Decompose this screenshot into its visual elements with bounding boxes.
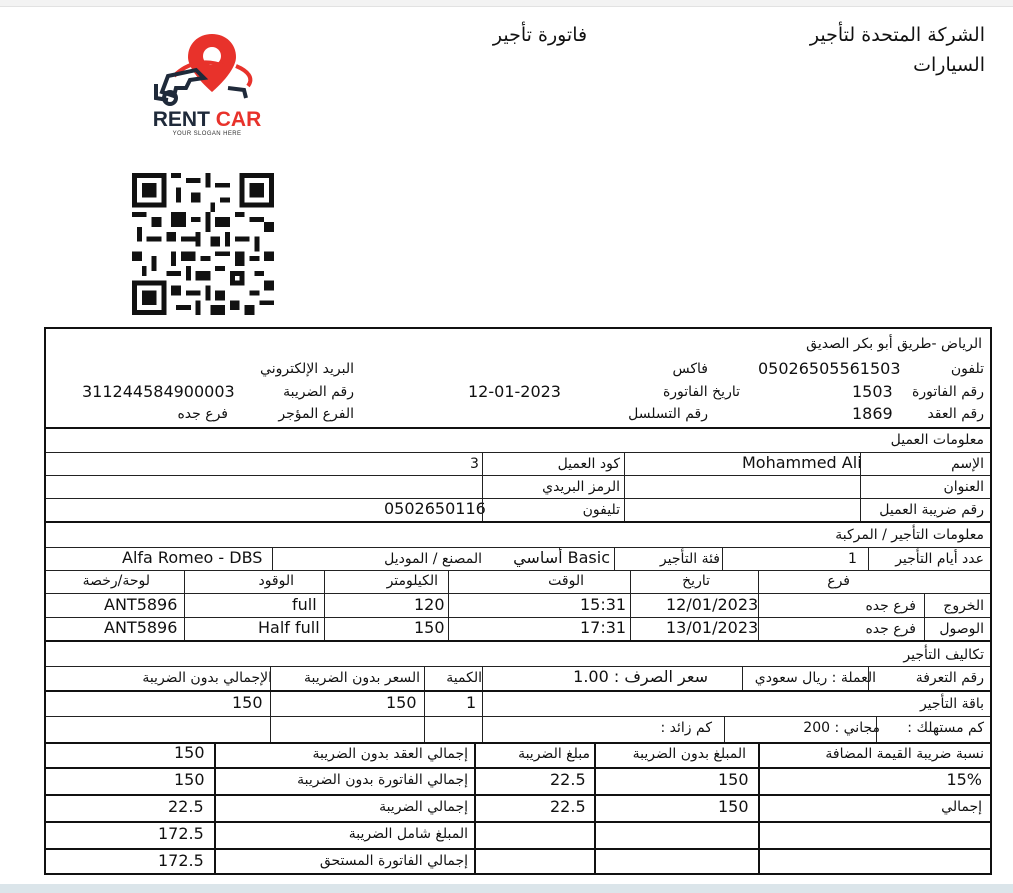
price-label: السعر بدون الضريبة (304, 670, 420, 686)
amount-ex-label: المبلغ بدون الضريبة (632, 746, 746, 762)
rental-section-title: معلومات التأجير / المركبة (835, 527, 984, 543)
customer-phone-value: 0502650116 (384, 499, 486, 518)
divider (46, 848, 990, 850)
divider (46, 498, 990, 499)
costs-section-title: تكاليف التأجير (903, 647, 984, 663)
divider (214, 742, 216, 875)
company-name-line1: الشركة المتحدة لتأجير (809, 24, 985, 46)
invoice-sheet (44, 327, 992, 875)
phone-value: 05026505561503 (758, 359, 901, 378)
grand-tax: 22.5 (550, 797, 586, 816)
extra-km: كم زائد : (660, 720, 712, 736)
rental-category-value: Basic أساسي (513, 548, 610, 567)
customer-phone-label: تليفون (582, 502, 620, 518)
make-model-label: المصنع / الموديل (384, 551, 482, 567)
divider (482, 666, 483, 742)
top-border (0, 0, 1013, 7)
divider (630, 570, 631, 641)
package-label: باقة التأجير (919, 696, 984, 712)
in-date: 13/01/2023 (666, 618, 759, 637)
grand-amount-ex: 150 (718, 797, 749, 816)
in-km: 150 (414, 618, 445, 637)
summary-value-4: 172.5 (158, 824, 204, 843)
postal-code-label: الرمز البريدي (542, 479, 620, 495)
divider (46, 767, 990, 769)
divider (424, 666, 425, 742)
divider (46, 617, 990, 618)
invoice-date-label: تاريخ الفاتورة (662, 384, 740, 400)
out-label: الخروج (943, 598, 984, 614)
free-km: مجاني : 200 (803, 720, 880, 736)
tax-no-label: رقم الضريبة (283, 384, 354, 400)
divider (270, 666, 271, 742)
contract-no-label: رقم العقد (927, 406, 984, 422)
package-qty: 1 (466, 693, 477, 712)
divider (448, 570, 449, 641)
km-used-label: كم مستهلك : (907, 720, 984, 736)
invoice-no-label: رقم الفاتورة (912, 384, 984, 400)
tax-amount-value: 22.5 (550, 770, 586, 789)
fax-label: فاكس (672, 361, 708, 377)
customer-name-value: Mohammed Ali (742, 453, 862, 472)
in-label: الوصول (939, 621, 984, 637)
vat-rate-value: 15% (946, 770, 982, 789)
divider (594, 742, 596, 875)
invoice-no-value: 1503 (852, 382, 893, 401)
summary-label-5: إجمالي الفاتورة المستحق (319, 853, 468, 869)
divider (624, 452, 625, 521)
summary-label-2: إجمالي الفاتورة بدون الضريبة (297, 772, 468, 788)
divider (876, 716, 877, 742)
logo-slogan: YOUR SLOGAN HERE (172, 131, 242, 137)
divider (46, 716, 990, 717)
rental-days-label: عدد أيام التأجير (895, 551, 984, 567)
divider (860, 452, 861, 521)
qty-label: الكمية (446, 670, 482, 686)
in-time: 17:31 (580, 618, 627, 637)
package-price: 150 (386, 693, 417, 712)
divider (184, 570, 185, 641)
summary-label-4: المبلغ شامل الضريبة (348, 826, 468, 842)
out-branch: فرع جده (865, 598, 916, 614)
divider (46, 427, 990, 429)
branch-label: الفرع المؤجر (278, 406, 354, 422)
contract-no-value: 1869 (852, 404, 893, 423)
divider (46, 521, 990, 523)
divider (724, 716, 725, 742)
col-branch: فرع (827, 573, 850, 589)
col-plate: لوحة/رخصة (82, 573, 150, 589)
summary-value-2: 150 (174, 770, 205, 789)
divider (868, 666, 869, 690)
serial-label: رقم التسلسل (628, 406, 708, 422)
branch-value: فرع جده (177, 406, 228, 422)
divider (46, 821, 990, 823)
col-fuel: الوقود (258, 573, 294, 589)
email-label: البريد الإلكتروني (260, 361, 354, 377)
logo-text: RENT CAR (152, 108, 262, 131)
make-model-value: Alfa Romeo - DBS (122, 548, 263, 567)
customer-name-label: الإسم (951, 456, 984, 472)
divider (742, 666, 743, 690)
divider (324, 570, 325, 641)
tax-amount-label: مبلغ الضريبة (518, 746, 590, 762)
out-plate: ANT5896 (104, 595, 178, 614)
customer-section-title: معلومات العميل (890, 432, 984, 448)
divider (272, 547, 273, 570)
out-km: 120 (414, 595, 445, 614)
document-title: فاتورة تأجير (492, 24, 588, 46)
col-km: الكيلومتر (386, 573, 438, 589)
divider (46, 475, 990, 476)
summary-label-1: إجمالي العقد بدون الضريبة (312, 746, 468, 762)
customer-code-label: كود العميل (557, 456, 620, 472)
out-fuel: full (292, 595, 317, 614)
divider (924, 593, 925, 641)
divider (46, 640, 990, 642)
invoice-date-value: 12-01-2023 (468, 382, 561, 401)
in-plate: ANT5896 (104, 618, 178, 637)
vat-rate-label: نسبة ضريبة القيمة المضافة (825, 746, 984, 762)
phone-label: تلفون (950, 361, 984, 377)
grand-label: إجمالي (941, 799, 982, 815)
divider (474, 742, 476, 875)
divider (758, 570, 759, 593)
divider (758, 593, 759, 641)
divider (482, 452, 483, 521)
divider (46, 570, 990, 571)
divider (46, 593, 990, 594)
rental-days-value: 1 (848, 551, 857, 567)
package-total: 150 (232, 693, 263, 712)
customer-address-label: العنوان (943, 479, 984, 495)
divider (758, 742, 760, 875)
summary-value-3: 22.5 (168, 797, 204, 816)
col-time: الوقت (548, 573, 584, 589)
bottom-strip (0, 884, 1013, 893)
amount-ex-value: 150 (718, 770, 749, 789)
tax-no-value: 311244584900003 (82, 382, 235, 401)
currency: العملة : ريال سعودي (754, 670, 876, 686)
out-date: 12/01/2023 (666, 595, 759, 614)
divider (722, 547, 723, 570)
summary-label-3: إجمالي الضريبة (379, 799, 468, 815)
summary-value-1: 150 (174, 743, 205, 762)
divider (46, 690, 990, 692)
company-name (765, 20, 985, 80)
summary-value-5: 172.5 (158, 851, 204, 870)
in-fuel: Half full (258, 618, 320, 637)
divider (46, 794, 990, 796)
customer-code-value: 3 (470, 456, 479, 472)
tariff-label: رقم التعرفة (915, 670, 984, 686)
divider (868, 547, 869, 570)
customer-tax-label: رقم ضريبة العميل (879, 502, 984, 518)
qr-code-icon (132, 173, 274, 315)
in-branch: فرع جده (865, 621, 916, 637)
col-date: تاريخ (682, 573, 710, 589)
exchange-rate: سعر الصرف : 1.00 (573, 667, 708, 686)
address: الرياض -طريق أبو بكر الصديق (806, 336, 982, 352)
company-name-line2: السيارات (913, 54, 985, 76)
total-label: الإجمالي بدون الضريبة (142, 670, 272, 686)
rental-category-label: فئة التأجير (659, 551, 720, 567)
divider (46, 666, 990, 667)
divider (614, 547, 615, 570)
out-time: 15:31 (580, 595, 627, 614)
